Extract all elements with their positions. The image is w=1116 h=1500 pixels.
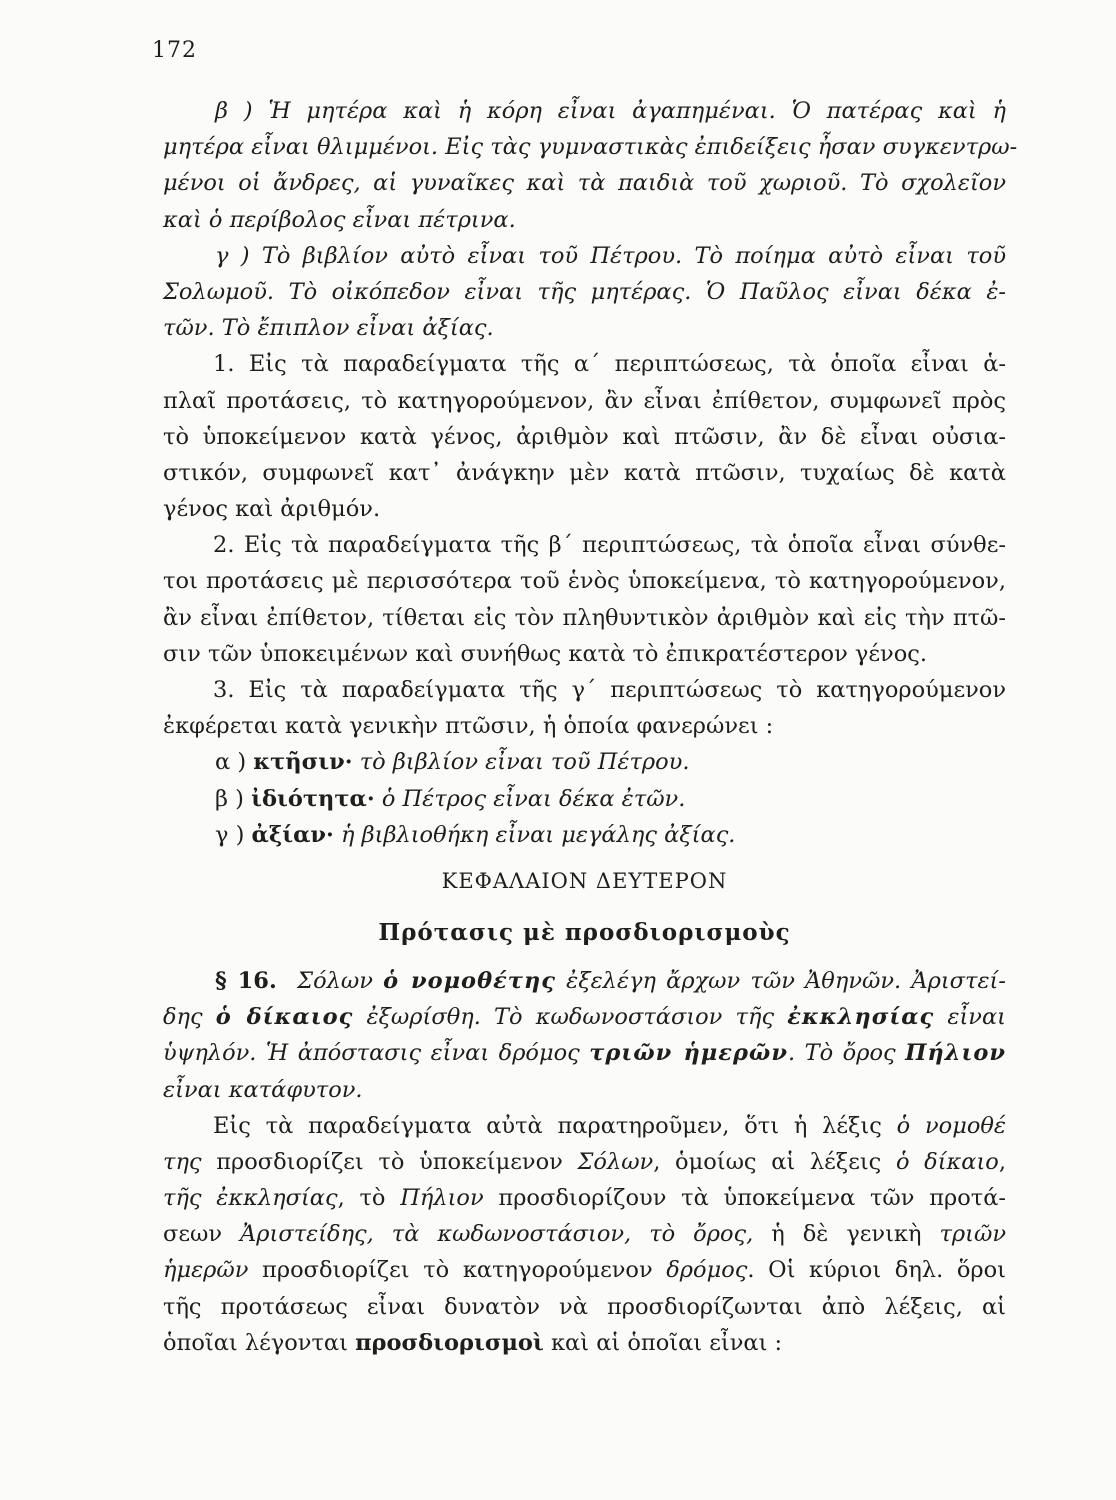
list-term: ἀξίαν·: [251, 821, 334, 848]
text-line: [163, 1144, 1006, 1180]
text-line: [163, 1035, 1006, 1071]
text-run: τῆς ἐκκλησίας: [163, 1185, 338, 1212]
text-run: ἐξελέγη ἄρχων τῶν Ἀθηνῶν. Ἀριστεί-: [555, 967, 1006, 994]
text-line: 1. Εἰς τὰ παραδείγματα τῆς α΄ περιπτώσεως, τὰ ὁποῖα εἶναι ἁ-: [213, 351, 1006, 378]
text-line: σιν τῶν ὑποκειμένων καὶ συνήθως κατὰ τὸ ἐπικρατέστερον γένος.: [163, 640, 928, 667]
text-run: . Οἱ κύριοι δηλ. ὅροι: [747, 1257, 1006, 1284]
text-run: ἡ δὲ γενικὴ: [753, 1221, 940, 1248]
text-line: 3. Εἰς τὰ παραδείγματα τῆς γ΄ περιπτώσεως τὸ κατηγορούμενον: [213, 677, 1006, 703]
list-example: τὸ βιβλίον εἶναι τοῦ Πέτρου.: [359, 749, 690, 776]
text-run: προσδιορίζει τὸ ὑποκείμενον: [201, 1148, 578, 1175]
text-run: . Τὸ ὄρος: [787, 1040, 906, 1067]
text-run: ,: [998, 1148, 1006, 1175]
text-line: καὶ ὁ περίβολος εἶναι πέτρινα.: [163, 206, 516, 233]
list-item: [163, 781, 1006, 817]
text-line: γ ) Τὸ βιβλίον αὐτὸ εἶναι τοῦ Πέτρου. Τὸ ποίημα αὐτὸ εἶναι τοῦ: [215, 242, 1006, 269]
text-line: ἐκφέρεται κατὰ γενικὴν πτῶσιν, ἡ ὁποία φανερώνει :: [163, 713, 774, 740]
text-run: ὑψηλόν. Ἡ ἀπόστασις εἶναι δρόμος: [163, 1040, 590, 1067]
text-run: Σόλων: [577, 1148, 654, 1175]
chapter-heading: ΚΕΦΑΛΑΙΟΝ ΔΕΥΤΕΡΟΝ: [441, 868, 728, 893]
text-line: 2. Εἰς τὰ παραδείγματα τῆς β΄ περιπτώσεως, τὰ ὁποῖα εἶναι σύνθε-: [213, 532, 1006, 559]
text-line: τῶν. Τὸ ἔπιπλον εἶναι ἀξίας.: [163, 315, 494, 342]
text-line: [163, 1325, 1006, 1361]
list-marker: β ): [215, 785, 244, 812]
emphasis: ἐκκλησίας: [787, 1004, 935, 1031]
list-marker: α ): [215, 749, 247, 776]
text-run: , ὁμοίως αἱ λέξεις: [653, 1148, 896, 1175]
text-line: στικόν, συμφωνεῖ κατ᾽ ἀνάγκην μὲν κατὰ πτῶσιν, τυχαίως δὲ κατὰ: [163, 459, 1006, 486]
emphasis: ὁ νομοθέτης: [383, 967, 556, 994]
text-line: μητέρα εἶναι θλιμμένοι. Εἰς τὰς γυμναστικὰς ἐπιδείξεις ἦσαν συγκεντρω-: [163, 134, 1018, 161]
text-run: , τὸ: [337, 1185, 401, 1212]
text-line: εἶναι κατάφυτον.: [163, 1076, 363, 1103]
section-number: § 16.: [215, 967, 277, 994]
text-run: τριῶν: [939, 1221, 1006, 1248]
list-term: ἰδιότητα·: [251, 785, 375, 812]
text-line: [163, 999, 1006, 1035]
text-line: β ) Ἡ μητέρα καὶ ἡ κόρη εἶναι ἀγαπημέναι. Ὁ πατέρας καὶ ἡ: [215, 98, 1006, 124]
text-run: ἡμερῶν: [163, 1257, 249, 1284]
list-term: κτῆσιν·: [253, 749, 353, 776]
list-example: ἡ βιβλιοθήκη εἶναι μεγάλης ἀξίας.: [341, 821, 736, 848]
section-title: Πρότασις μὲ προσδιορισμοὺς: [378, 918, 791, 946]
text-line: τὸ ὑποκείμενον κατὰ γένος, ἀριθμὸν καὶ πτῶσιν, ἂν δὲ εἶναι οὐσια-: [163, 423, 1006, 450]
text-line: ἂν εἶναι ἐπίθετον, τίθεται εἰς τὸν πληθυντικὸν ἀριθμὸν καὶ εἰς τὴν πτῶ-: [163, 604, 1006, 631]
text-line: πλαῖ προτάσεις, τὸ κατηγορούμενον, ἂν εἶναι ἐπίθετον, συμφωνεῖ πρὸς: [163, 387, 1006, 414]
emphasis: ὁ δίκαιος: [215, 1004, 354, 1031]
text-run: Σόλων: [297, 967, 384, 994]
text-run: δης: [163, 1004, 216, 1031]
list-item: [163, 817, 1006, 853]
text-line: [163, 1216, 1006, 1252]
text-run: Ἀριστείδης, τὰ κωδωνοστάσιον, τὸ ὄρος,: [240, 1221, 754, 1248]
list-marker: γ ): [215, 821, 245, 848]
text-line: [163, 1252, 1006, 1288]
text-run: σεων: [163, 1221, 241, 1248]
text-run: Πήλιον: [400, 1185, 484, 1212]
text-line: μένοι οἱ ἄνδρες, αἱ γυναῖκες καὶ τὰ παιδιὰ τοῦ χωριοῦ. Τὸ σχολεῖον: [163, 170, 1006, 197]
text-run: ὁποῖαι λέγονται: [163, 1329, 356, 1356]
text-line: [163, 1108, 1006, 1144]
emphasis: Πήλιον: [905, 1040, 1006, 1067]
text-run: ἐξωρίσθη. Τὸ κωδωνοστάσιον τῆς: [353, 1004, 788, 1031]
text-line: γένος καὶ ἀριθμόν.: [163, 496, 381, 523]
page-number: 172: [152, 38, 197, 63]
text-run: εἶναι: [934, 1004, 1006, 1031]
text-run: ὁ νομοθέ: [896, 1112, 1006, 1139]
list-item: [163, 744, 1006, 780]
list-example: ὁ Πέτρος εἶναι δέκα ἐτῶν.: [381, 785, 686, 812]
text-line: [163, 963, 1006, 999]
page-body: [163, 93, 1018, 1361]
text-run: καὶ αἱ ὁποῖαι εἶναι :: [543, 1329, 783, 1356]
emphasis: προσδιορισμοὶ: [355, 1329, 544, 1356]
text-run: δρόμος: [666, 1257, 748, 1284]
text-line: τῆς προτάσεως εἶναι δυνατὸν νὰ προσδιορίζωνται ἀπὸ λέξεις, αἱ: [163, 1293, 1006, 1320]
text-line: [163, 1180, 1006, 1216]
text-run: προσδιορίζουν τὰ ὑποκείμενα τῶν προτά-: [483, 1185, 1006, 1212]
text-run: ὁ δίκαιο: [895, 1148, 999, 1175]
text-run: προσδιορίζει τὸ κατηγορούμενον: [248, 1257, 667, 1284]
emphasis: τριῶν ἡμερῶν: [589, 1040, 788, 1067]
text-run: της: [163, 1148, 202, 1175]
text-line: τοι προτάσεις μὲ περισσότερα τοῦ ἑνὸς ὑποκείμενα, τὸ κατηγορούμενον,: [163, 568, 1006, 595]
text-line: Σολωμοῦ. Τὸ οἰκόπεδον εἶναι τῆς μητέρας. Ὁ Παῦλος εἶναι δέκα ἐ-: [163, 278, 1006, 305]
text-run: Εἰς τὰ παραδείγματα αὐτὰ παρατηροῦμεν, ὅτι ἡ λέξις: [213, 1112, 897, 1139]
